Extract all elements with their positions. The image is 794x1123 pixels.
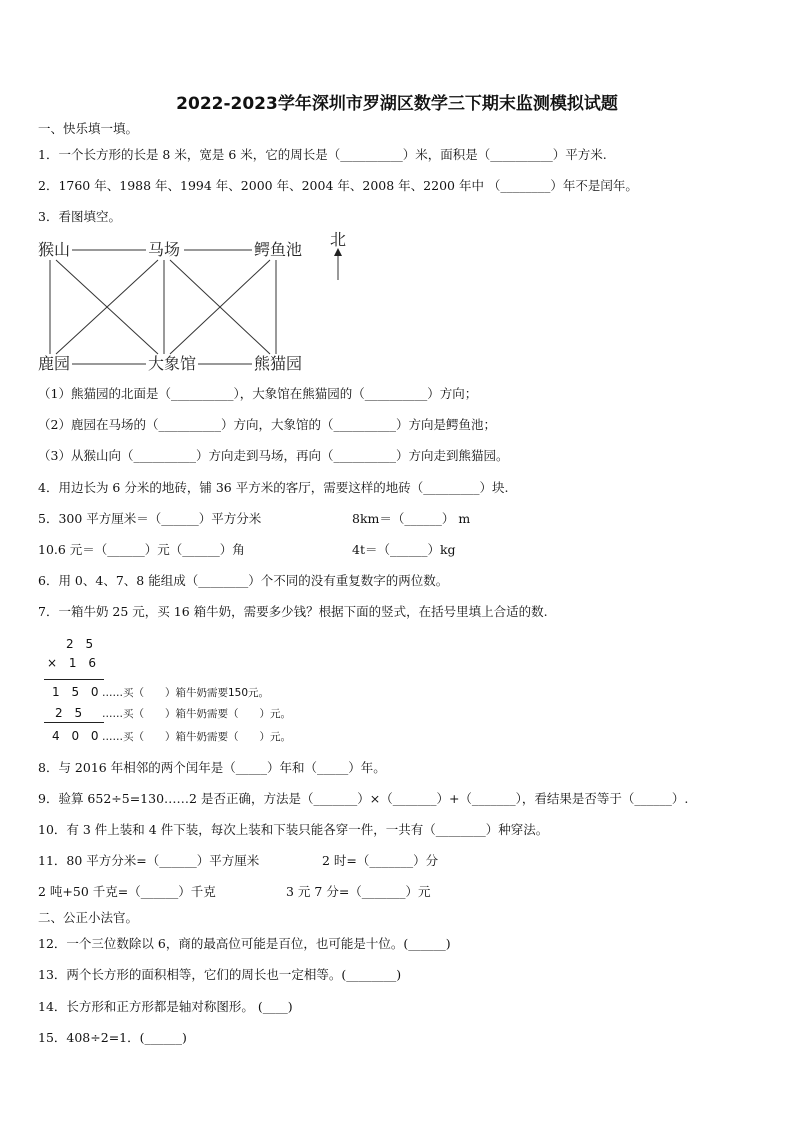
question-5-part-b: 8km＝（______） m xyxy=(352,511,471,526)
question-3-3: （3）从猴山向（__________）方向走到马场，再向（__________）方向走到熊猫园。 xyxy=(38,448,509,463)
question-9: 9．验算 652÷5=130……2 是否正确，方法是（_______）×（_______）+（_______），看结果是否等于（______）. xyxy=(38,791,689,806)
vertical-row-5: 4 0 0 xyxy=(52,729,103,743)
question-4: 4．用边长为 6 分米的地砖，铺 36 平方米的客厅，需要这样的地砖（_________）块. xyxy=(38,480,509,495)
place-houshan: 猴山 xyxy=(38,240,71,259)
question-1: 1．一个长方形的长是 8 米，宽是 6 米，它的周长是（__________）米，面积是（__________）平方米. xyxy=(38,147,607,162)
vertical-note-3: ……买（ ）箱牛奶需要150元。 xyxy=(102,687,270,699)
question-3: 3．看图填空。 xyxy=(38,209,121,224)
question-11-part-b: 2 时=（_______）分 xyxy=(322,853,439,868)
vertical-row-2: × 1 6 xyxy=(47,656,100,670)
vertical-row-3: 1 5 0 xyxy=(52,685,103,699)
north-label: 北 xyxy=(330,230,347,249)
question-10: 10．有 3 件上装和 4 件下装，每次上装和下装只能各穿一件，一共有（________）种穿法。 xyxy=(38,822,549,837)
question-6: 6．用 0、4、7、8 能组成（________）个不同的没有重复数字的两位数。 xyxy=(38,573,449,588)
place-luyuan: 鹿园 xyxy=(38,354,71,373)
place-machang: 马场 xyxy=(148,240,181,259)
question-13: 13．两个长方形的面积相等，它们的周长也一定相等。(________) xyxy=(38,967,402,982)
question-3-2: （2）鹿园在马场的（__________）方向，大象馆的（__________）方向是鳄鱼池； xyxy=(38,417,496,432)
question-11-part-c: 2 吨+50 千克=（______）千克 xyxy=(38,884,216,899)
page-title: 2022-2023学年深圳市罗湖区数学三下期末监测模拟试题 xyxy=(176,94,618,114)
question-11-part-d: 3 元 7 分=（_______）元 xyxy=(286,884,431,899)
vertical-note-5: ……买（ ）箱牛奶需要（ ）元。 xyxy=(102,731,291,743)
place-eyuchi: 鳄鱼池 xyxy=(254,240,303,259)
vertical-rule-2 xyxy=(44,722,104,723)
vertical-row-4: 2 5 xyxy=(55,706,87,720)
place-daxiangguan: 大象馆 xyxy=(148,354,197,373)
place-xiongmaoyuan: 熊猫园 xyxy=(254,354,303,373)
section-heading-1: 一、快乐填一填。 xyxy=(38,121,139,136)
vertical-note-4: ……买（ ）箱牛奶需要（ ）元。 xyxy=(102,708,291,720)
question-3-1: （1）熊猫园的北面是（__________），大象馆在熊猫园的（__________）方向； xyxy=(38,386,478,401)
question-5-part-c: 10.6 元＝（______）元（______）角 xyxy=(38,542,245,557)
question-2: 2．1760 年、1988 年、1994 年、2000 年、2004 年、2008 年、2200 年中 （________）年不是闰年。 xyxy=(38,178,638,193)
question-14: 14．长方形和正方形都是轴对称图形。 (____) xyxy=(38,999,293,1014)
question-8: 8．与 2016 年相邻的两个闰年是（_____）年和（_____）年。 xyxy=(38,760,386,775)
question-7: 7．一箱牛奶 25 元，买 16 箱牛奶，需要多少钱？根据下面的竖式，在括号里填上合适的数. xyxy=(38,604,548,619)
section-heading-2: 二、公正小法官。 xyxy=(38,910,139,925)
question-5-part-d: 4t＝（______）kg xyxy=(352,542,456,557)
question-5-part-a: 5．300 平方厘米＝（______）平方分米 xyxy=(38,511,262,526)
question-12: 12．一个三位数除以 6，商的最高位可能是百位，也可能是十位。(______) xyxy=(38,936,451,951)
vertical-rule-1 xyxy=(44,679,104,680)
question-15: 15．408÷2=1．(______) xyxy=(38,1030,187,1045)
vertical-row-1: 2 5 xyxy=(66,637,98,651)
question-11-part-a: 11．80 平方分米=（______）平方厘米 xyxy=(38,853,260,868)
